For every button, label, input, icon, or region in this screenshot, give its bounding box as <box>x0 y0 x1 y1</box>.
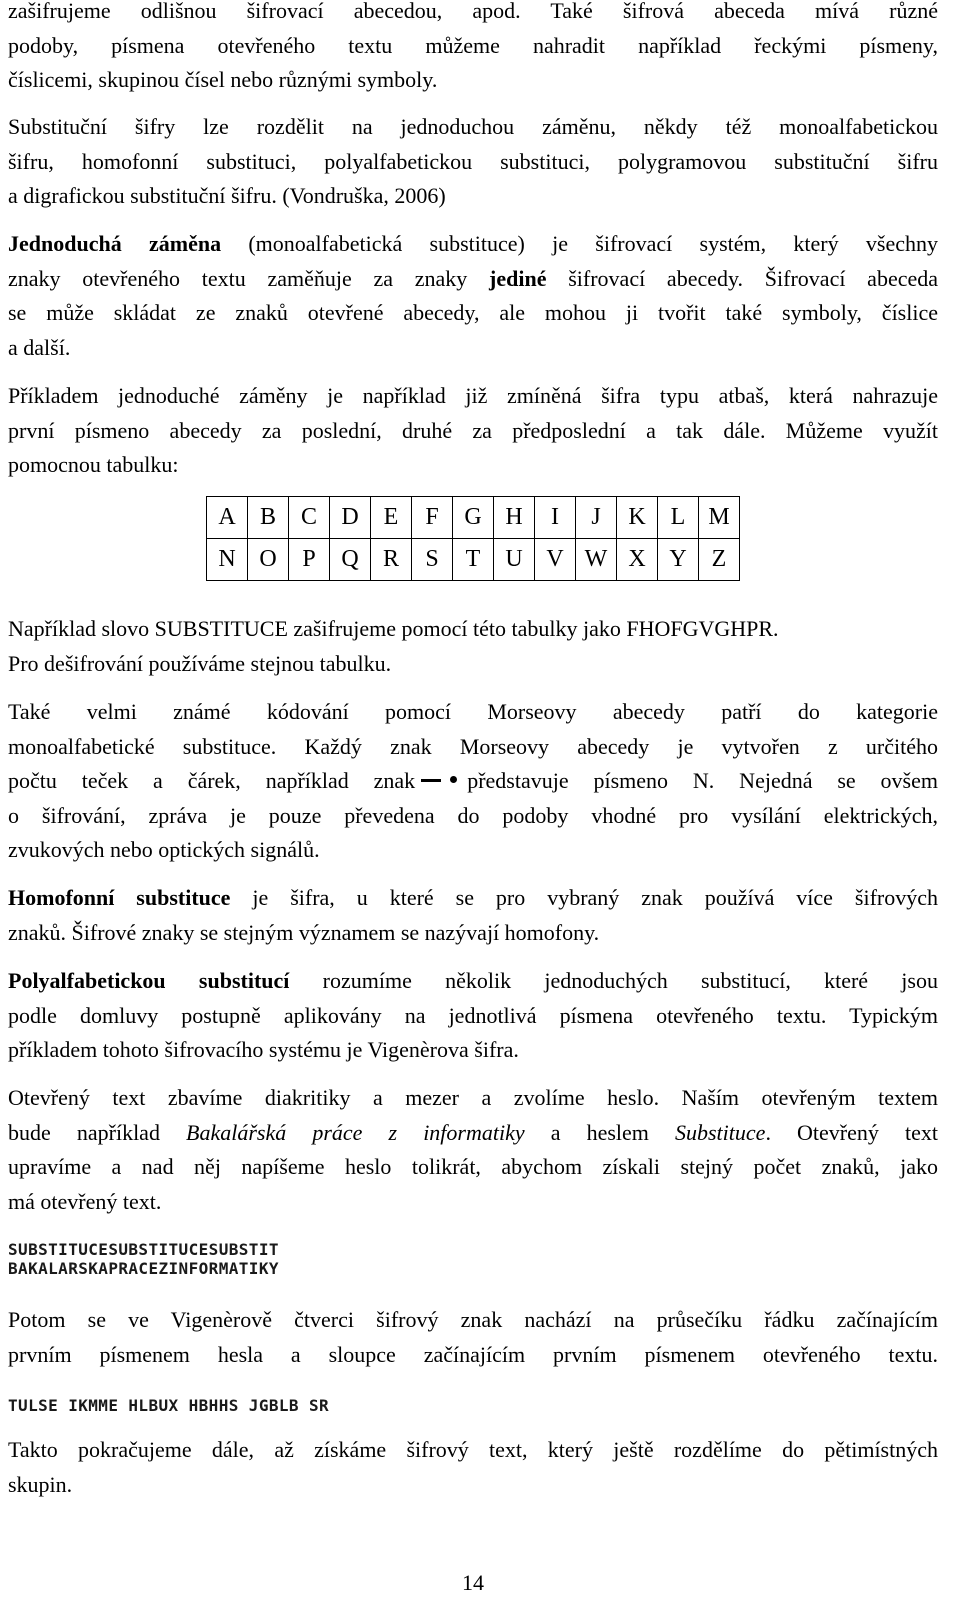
table-cell: W <box>576 539 617 581</box>
morse-n-symbol <box>421 772 461 794</box>
text-line <box>8 964 938 999</box>
plaintext-line: BAKALARSKAPRACEZINFORMATIKY <box>8 1259 279 1278</box>
italic-open-text: Bakalářská práce z informatiky <box>186 1119 525 1145</box>
table-cell: G <box>453 497 494 539</box>
table-cell: O <box>248 539 289 581</box>
text-line: první písmeno abecedy za poslední, druhé za předposlední a tak dále. Můžeme využít <box>8 417 938 443</box>
text-line: má otevřený text. <box>8 1188 162 1214</box>
text-line: monoalfabetické substituce. Každý znak Morseovy abecedy je vytvořen z určitého <box>8 733 938 759</box>
text-line: Pro dešifrování používáme stejnou tabulku. <box>8 650 392 676</box>
term-polyalphabetic: Polyalfabetickou substitucí <box>8 968 290 993</box>
paragraph-substitution-types <box>8 110 938 214</box>
text-line <box>8 764 938 799</box>
text-line: upravíme a nad něj napíšeme heslo tolikrát, abychom získali stejný počet znaků, jako <box>8 1154 938 1179</box>
text-line <box>8 881 938 916</box>
text-span: rozumíme několik jednoduchých substitucí, které jsou <box>289 968 938 993</box>
page-number: 14 <box>462 1570 484 1595</box>
text-line: a další. <box>8 334 71 360</box>
ciphertext-line: TULSE IKMME HLBUX HBHHS JGBLB SR <box>8 1396 330 1415</box>
text-line: Substituční šifry lze rozdělit na jednoduchou záměnu, někdy též monoalfabetickou <box>8 114 938 139</box>
text-span: šifrovací abecedy. Šifrovací abeceda <box>546 265 939 291</box>
text-line: příkladem tohoto šifrovacího systému je Vigenèrova šifra. <box>8 1037 519 1062</box>
table-cell: Q <box>330 539 371 581</box>
paragraph-cipher-alphabet <box>8 0 938 98</box>
paragraph-atbash-example <box>8 379 938 483</box>
text-span: počtu teček a čárek, například znak <box>8 768 416 793</box>
table-cell: F <box>412 497 453 539</box>
text-line: Také velmi známé kódování pomocí Morseovy abecedy patří do kategorie <box>8 699 938 724</box>
morse-dash <box>421 779 441 782</box>
text-line: šifru, homofonní substituci, polyalfabetickou substituci, polygramovou substituční šifru <box>8 148 938 174</box>
table-cell: S <box>412 539 453 581</box>
text-span: . Otevřený text <box>765 1119 938 1145</box>
table-cell: D <box>330 497 371 539</box>
table-cell: A <box>207 497 248 539</box>
text-line: pomocnou tabulku: <box>8 452 179 477</box>
text-line: a digrafickou substituční šifru. (Vondruška, 2006) <box>8 183 446 208</box>
text-line: Příkladem jednoduché záměny je například již zmíněná šifra typu atbaš, která nahrazuje <box>8 383 938 408</box>
text-line: Například slovo SUBSTITUCE zašifrujeme pomocí této tabulky jako FHOFGVGHPR. <box>8 616 779 641</box>
term-simple-substitution: Jednoduchá záměna <box>8 231 222 256</box>
text-line: podoby, písmena otevřeného textu můžeme nahradit například řeckými písmeny, <box>8 32 938 58</box>
key-and-plaintext-block <box>8 1240 279 1278</box>
text-line: podle domluvy postupně aplikovány na jednotlivá písmena otevřeného textu. Typickým <box>8 1002 938 1028</box>
text-line: Otevřený text zbavíme diakritiky a mezer a zvolíme heslo. Naším otevřeným textem <box>8 1085 938 1110</box>
paragraph-simple-substitution <box>8 227 938 365</box>
table-cell: R <box>371 539 412 581</box>
table-cell: I <box>535 497 576 539</box>
table-cell: J <box>576 497 617 539</box>
table-cell: E <box>371 497 412 539</box>
paragraph-vigenere-square <box>8 1303 938 1372</box>
paragraph-polyalphabetic <box>8 964 938 1068</box>
table-row-top <box>207 497 740 539</box>
text-line: znaků. Šifrové znaky se stejným významem se nazývají homofony. <box>8 919 600 945</box>
atbash-table <box>206 496 740 581</box>
text-line: číslicemi, skupinou čísel nebo různými symboly. <box>8 67 438 92</box>
text-span: znaky otevřeného textu zaměňuje za znaky <box>8 265 490 291</box>
text-line: o šifrování, zpráva je pouze převedena do podoby vhodné pro vysílání elektrických, <box>8 802 938 828</box>
paragraph-substitution-example <box>8 612 938 681</box>
text-line: zvukových nebo optických signálů. <box>8 837 320 862</box>
text-span: (monoalfabetická substituce) je šifrovací systém, který všechny <box>221 231 938 256</box>
paragraph-homophonic <box>8 881 938 950</box>
text-line: zašifrujeme odlišnou šifrovací abecedou, apod. Také šifrová abeceda mívá různé <box>8 0 938 23</box>
table-cell: P <box>289 539 330 581</box>
key-line: SUBSTITUCESUBSTITUCESUBSTIT <box>8 1240 279 1259</box>
text-line: skupin. <box>8 1471 73 1497</box>
table-cell: X <box>617 539 658 581</box>
table-cell: K <box>617 497 658 539</box>
text-line: Takto pokračujeme dále, až získáme šifrový text, který ještě rozdělíme do pětimístných <box>8 1437 938 1462</box>
paragraph-morse <box>8 695 938 868</box>
table-cell: T <box>453 539 494 581</box>
text-line: Potom se ve Vigenèrově čtverci šifrový znak nachází na průsečíku řádku začínajícím <box>8 1307 938 1332</box>
table-cell: Y <box>658 539 699 581</box>
text-span: představuje písmeno N. Nejedná se ovšem <box>467 768 938 793</box>
table-cell: H <box>494 497 535 539</box>
table-row-bottom <box>207 539 740 581</box>
text-line: se může skládat ze znaků otevřené abecedy, ale mohou ji tvořit také symboly, číslice <box>8 300 938 325</box>
term-single: jediné <box>489 265 547 291</box>
italic-keyword: Substituce <box>675 1119 766 1145</box>
table-cell: Z <box>699 539 740 581</box>
table-cell: U <box>494 539 535 581</box>
text-line <box>8 262 938 297</box>
table-cell: V <box>535 539 576 581</box>
text-span: bude například <box>8 1119 187 1145</box>
table-cell: B <box>248 497 289 539</box>
table-cell: M <box>699 497 740 539</box>
paragraph-continue <box>8 1433 938 1502</box>
text-line: prvním písmenem hesla a sloupce začínajícím prvním písmenem otevřeného textu. <box>8 1341 938 1367</box>
text-span: je šifra, u které se pro vybraný znak používá více šifrových <box>230 885 938 910</box>
text-line <box>8 227 938 262</box>
table-cell: N <box>207 539 248 581</box>
table-cell: C <box>289 497 330 539</box>
term-homophonic: Homofonní substituce <box>8 885 231 910</box>
text-line <box>8 1116 938 1151</box>
table-cell: L <box>658 497 699 539</box>
morse-dot <box>450 776 457 783</box>
paragraph-vigenere-setup <box>8 1081 938 1219</box>
text-span: a heslem <box>524 1119 675 1145</box>
